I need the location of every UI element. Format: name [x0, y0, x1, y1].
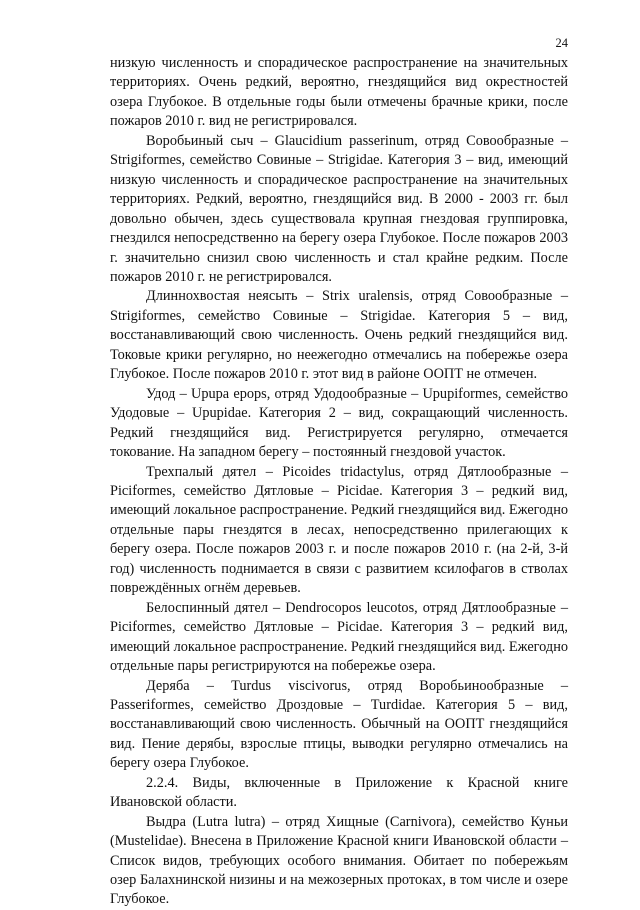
- document-body: [110, 54, 568, 910]
- paragraph-ural-owl: Длиннохвостая неясыть – Strix uralensis, отряд Совообразные – Strigiformes, семейство Совиные – Strigidae. Категория 5 – вид, восстанавливающий свою численность. Очень редкий гнездящийся вид. Токовые крики регулярно, но неежегодно отмечались на побережье озера Глубокое. После пожаров 2010 г. этот вид в районе ООПТ не отмечен.: [110, 288, 568, 383]
- paragraph-hoopoe: Удод – Upupa epops, отряд Удодообразные – Upupiformes, семейство Удодовые – Upupidae. Категория 2 – вид, сокращающий численность. Редкий гнездящийся вид. Регистрируется регулярно, отмечается токование. На западном берегу – постоянный гнездовой участок.: [110, 385, 568, 461]
- paragraph-continuation-owl: низкую численность и спорадическое распространение на значительных территориях. Очень редкий, вероятно, гнездящийся вид окрестностей озера Глубокое. В отдельные годы были отмечены брачные крики, после пожаров 2010 г. вид не регистрировался.: [110, 55, 568, 130]
- paragraph-mistle-thrush: Деряба – Turdus viscivorus, отряд Воробьинообразные – Passeriformes, семейство Дроздовые – Turdidae. Категория 5 – вид, восстанавливающий свою численность. Обычный на ООПТ гнездящийся вид. Пение дерябы, взрослые птицы, выводки регулярно отмечались на берегу озера Глубокое.: [110, 677, 568, 772]
- paragraph-otter: Выдра (Lutra lutra) – отряд Хищные (Carnivora), семейство Куньи (Mustelidae). Внесена в Приложение Красной книги Ивановской области – Список видов, требующих особого внимания. Обитает по побережьям озер Балахнинской низины и на межозерных протоках, в том числе и озере Глубокое.: [110, 813, 568, 908]
- section-heading-2-2-4: 2.2.4. Виды, включенные в Приложение к Красной книге Ивановской области.: [110, 774, 568, 811]
- page-number: 24: [555, 36, 568, 50]
- paragraph-three-toed-woodpecker: Трехпалый дятел – Picoides tridactylus, отряд Дятлообразные – Piciformes, семейство Дятловые – Picidae. Категория 3 – редкий вид, имеющий локальное распространение. Редкий гнездящийся вид. Ежегодно отдельные пары гнездятся в лесах, непосредственно прилегающих к берегу озера. После пожаров 2003 г. и после пожаров 2010 г. (на 2-й, 3-й год) численность поднимается в связи с развитием ксилофагов в стволах повреждённых огнём деревьев.: [110, 463, 568, 597]
- paragraph-pygmy-owl: Воробьиный сыч – Glaucidium passerinum, отряд Совообразные – Strigiformes, семейство Совиные – Strigidae. Категория 3 – вид, имеющий низкую численность и спорадическое распространение на значительных территориях. Редкий, вероятно, гнездящийся вид. В 2000 - 2003 гг. был довольно обычен, здесь существовала крупная гнездовая группировка, гнездился непосредственно на берегу озера Глубокое. После пожаров 2003 г. значительно снизил свою численность и стал крайне редким. После пожаров 2010 г. не регистрировался.: [110, 132, 568, 285]
- paragraph-white-backed-woodpecker: Белоспинный дятел – Dendrocopos leucotos, отряд Дятлообразные – Piciformes, семейство Дятловые – Picidae. Категория 3 – редкий вид, имеющий локальное распространение. Редкий гнездящийся вид. Ежегодно отдельные пары регистрируются на побережье озера.: [110, 599, 568, 675]
